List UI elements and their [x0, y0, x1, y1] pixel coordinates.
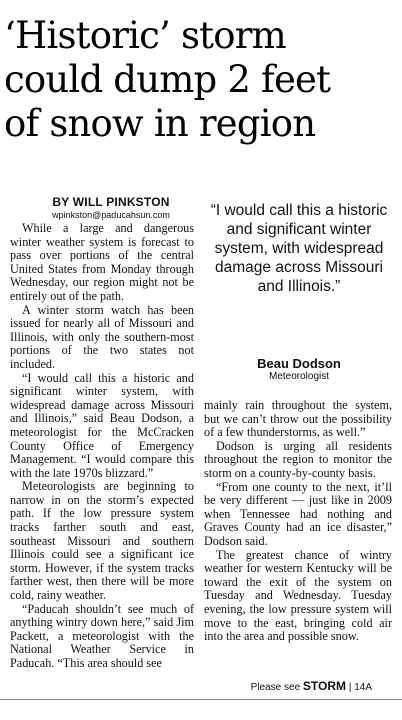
- body-paragraph: The greatest chance of wintry weather for western Kentucky will be toward the exit of the system on Tuesday and Wednesday. Tuesday evening, the low pressure system will move to the east, bringing cold air into the area and possible snow.: [204, 547, 392, 644]
- headline: [4, 14, 398, 146]
- jump-prefix: Please see: [250, 682, 301, 693]
- body-column-right: [204, 399, 392, 644]
- body-paragraph: Meteorologists are beginning to narrow in on the storm’s expected path. If the low pressure system tracks farther south and east, southeast Missouri and southern Illinois could see a significant ice storm. However, if the system tracks farther west, then there will be more cold, rainy weather.: [10, 479, 194, 603]
- jump-keyword: STORM: [302, 679, 347, 693]
- byline-email: wpinkston@paducahsun.com: [52, 210, 170, 220]
- continued-jump-line[interactable]: [251, 679, 372, 695]
- body-paragraph: While a large and dangerous winter weather system is forecast to pass over portions of the central United States from Monday through Wednesday, our region might not be entirely out of the path.: [10, 221, 194, 303]
- body-paragraph: Dodson is urging all residents throughout the region to monitor the storm on a county-by-county basis.: [204, 438, 392, 480]
- byline: [22, 196, 200, 221]
- body-paragraph: “I would call this a historic and significant winter system, with widespread damage across Missouri and Illinois,” said Beau Dodson, a meteorologist for the McCracken County Office of Emergency Management. “I would compare this with the late 1970s blizzard.”: [10, 370, 194, 480]
- jump-page: | 14A: [348, 682, 372, 693]
- pull-quote-attribution: [206, 356, 392, 383]
- pull-quote: “I would call this a historic and significant winter system, with widespread damage across Missouri and Illinois.”: [210, 202, 388, 295]
- bottom-rule: [0, 699, 402, 700]
- pull-quote-title: Meteorologist: [268, 371, 330, 382]
- body-paragraph: “Paducah shouldn’t see much of anything wintry down here,” said Jim Packett, a meteorologist with the National Weather Service in Paducah. “This area should see: [10, 601, 194, 670]
- pull-quote-name: Beau Dodson: [257, 356, 341, 371]
- body-paragraph: “From one county to the next, it’ll be very different — just like in 2009 when Tennessee had nothing and Graves County had an ice disaster,” Dodson said.: [204, 479, 392, 548]
- body-paragraph: mainly rain throughout the system, but we can’t throw out the possibility of a few thunderstorms, as well.”: [204, 398, 392, 440]
- headline-line-2: could dump 2 feet: [4, 58, 331, 101]
- headline-line-3: of snow in region: [4, 102, 316, 145]
- byline-author: BY WILL PINKSTON: [52, 195, 170, 209]
- body-column-left: [10, 222, 194, 671]
- headline-line-1: ‘Historic’ storm: [4, 14, 286, 57]
- body-paragraph: A winter storm watch has been issued for nearly all of Missouri and Illinois, with only the southern-most portions of the two states not included.: [10, 302, 194, 371]
